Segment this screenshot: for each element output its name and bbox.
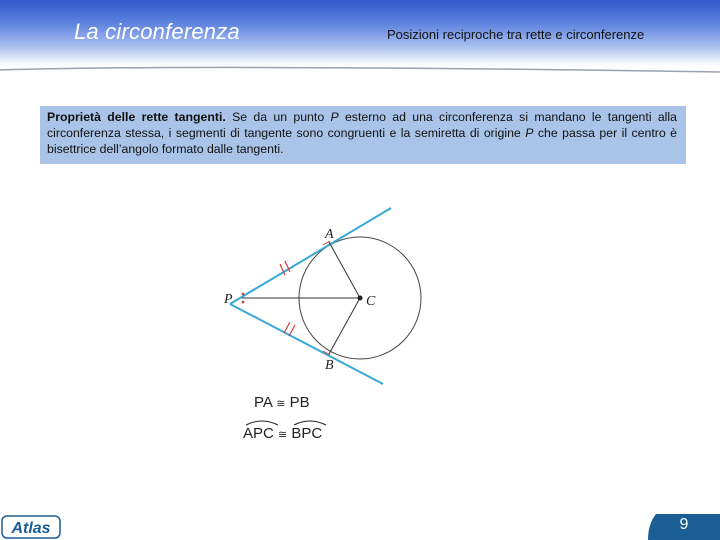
slide-title: La circonferenza — [74, 19, 240, 44]
label-point-b: B — [325, 358, 334, 373]
formula-pb: PB — [289, 394, 310, 411]
definition-text-1: Se da un punto — [225, 110, 331, 124]
congruence-symbol: ≅ — [278, 429, 288, 441]
tangent-line-lower — [230, 304, 383, 384]
definition-text-2: esterno ad una circonferenza si mandano le tangenti alla circonferenza stessa, i segmenti di tangente sono congruenti e la semiretta di origine — [47, 110, 677, 140]
formula-apc: APC — [243, 425, 274, 442]
center-dot — [358, 296, 363, 301]
formula-angles — [243, 425, 322, 442]
radius-ca — [329, 242, 360, 298]
label-point-a: A — [325, 227, 334, 242]
label-point-p: P — [224, 292, 233, 307]
tangent-line-upper — [230, 208, 391, 304]
congruence-symbol: ≅ — [276, 398, 286, 410]
radius-cb — [329, 298, 360, 354]
definition-title: Proprietà delle rette tangenti. — [47, 110, 226, 124]
page-number: 9 — [679, 516, 689, 533]
formula-bpc: BPC — [291, 425, 323, 442]
svg-text:Atlas: Atlas — [11, 520, 51, 537]
definition-text-3: che passa per il centro è bisettrice dell’angolo formato dalle tangenti. — [47, 125, 677, 156]
formula-segments — [254, 394, 310, 411]
slide-subtitle: Posizioni reciproche tra rette e circonferenze — [387, 27, 645, 42]
atlas-logo — [1, 515, 61, 539]
point-p-label-1: P — [330, 110, 339, 124]
formula-pa: PA — [254, 394, 273, 411]
point-p-label-2: P — [525, 125, 534, 140]
label-point-c: C — [366, 294, 376, 309]
